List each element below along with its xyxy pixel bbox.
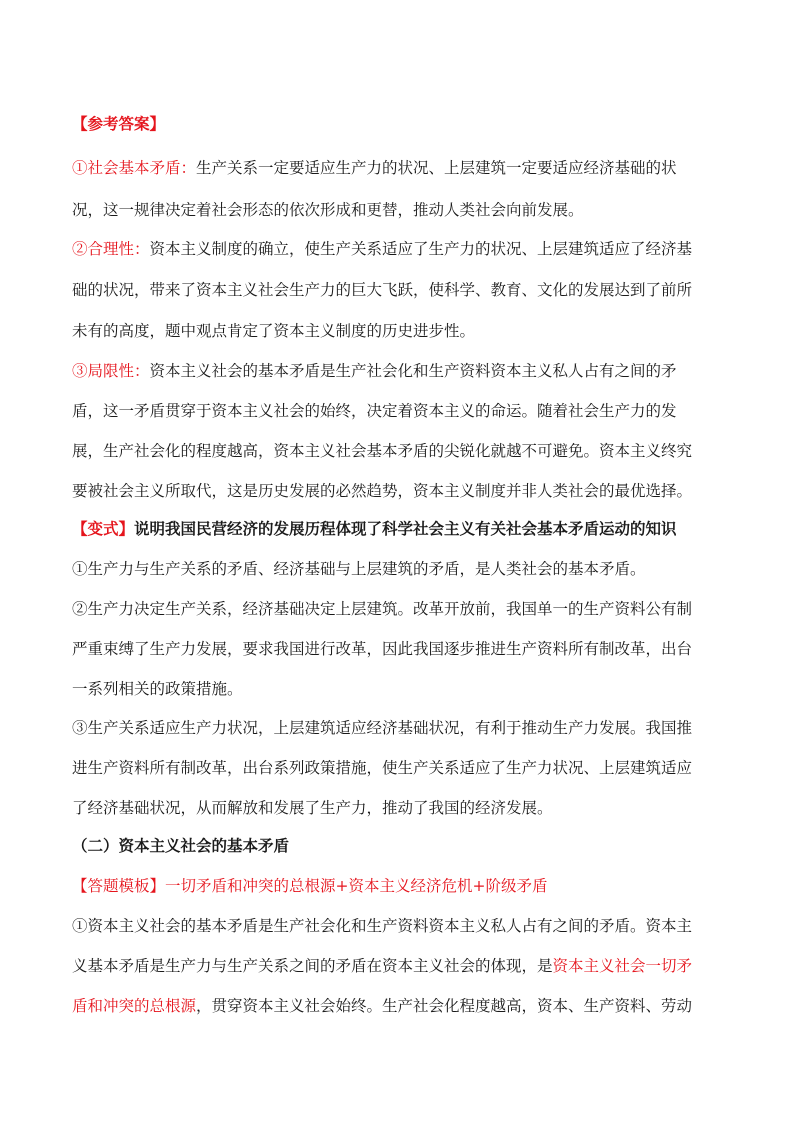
template-point-1-text-2a: 义基本矛盾是生产力与生产关系之间的矛盾在资本主义社会的体现，是 xyxy=(72,957,553,975)
variant-label: 【变式】 xyxy=(72,520,135,538)
para-3-line-4: 要被社会主义所取代，这是历史发展的必然趋势，资本主义制度并非人类社会的最优选择。 xyxy=(72,482,693,500)
section-2-heading: （二）资本主义社会的基本矛盾 xyxy=(72,837,290,855)
para-3-text-1: 资本主义社会的基本矛盾是生产社会化和生产资料资本主义私人占有之间的矛 xyxy=(149,362,677,380)
template-point-1-highlight-3: 盾和冲突的总根源 xyxy=(72,997,197,1015)
template-point-1-line-2 xyxy=(72,956,692,976)
para-1-line-2: 况，这一规律决定着社会形态的依次形成和更替，推动人类社会向前发展。 xyxy=(72,201,584,219)
template-line xyxy=(72,876,548,896)
template-point-1-highlight-2: 资本主义社会一切矛 xyxy=(552,957,693,975)
template-label: 【答题模板】 xyxy=(72,877,166,895)
variant-point-2-line-2: 严重束缚了生产力发展，要求我国进行改革，因此我国逐步推进生产资料所有制改革，出台 xyxy=(72,640,693,658)
variant-point-2-line-3: 一系列相关的政策措施。 xyxy=(72,680,243,698)
para-2-line-3: 未有的高度，题中观点肯定了资本主义制度的历史进步性。 xyxy=(72,322,476,340)
template-point-1-line-3 xyxy=(72,996,692,1016)
template-point-1-text-3b: ，贯穿资本主义社会始终。生产社会化程度越高，资本、生产资料、劳动 xyxy=(196,997,693,1015)
variant-point-3-line-1: ③生产关系适应生产力状况，上层建筑适应经济基础状况，有利于推动生产力发展。我国推 xyxy=(72,719,693,737)
para-1-label: ①社会基本矛盾： xyxy=(72,159,197,177)
para-1-text-1: 生产关系一定要适应生产力的状况、上层建筑一定要适应经济基础的状 xyxy=(196,159,677,177)
template-point-1-line-1: ①资本主义社会的基本矛盾是生产社会化和生产资料资本主义私人占有之间的矛盾。资本主 xyxy=(72,917,693,935)
variant-point-1: ①生产力与生产关系的矛盾、经济基础与上层建筑的矛盾，是人类社会的基本矛盾。 xyxy=(72,560,646,578)
variant-point-3-line-2: 进生产资料所有制改革，出台系列政策措施，使生产关系适应了生产力状况、上层建筑适应 xyxy=(72,759,693,777)
variant-line xyxy=(72,519,677,539)
para-3-label: ③局限性： xyxy=(72,362,150,380)
variant-question: 说明我国民营经济的发展历程体现了科学社会主义有关社会基本矛盾运动的知识 xyxy=(134,520,677,538)
para-2-text-1: 资本主义制度的确立，使生产关系适应了生产力的状况、上层建筑适应了经济基 xyxy=(149,240,693,258)
reference-answer-heading: 【参考答案】 xyxy=(72,115,166,133)
para-2-line-1 xyxy=(72,239,692,259)
para-3-line-3: 展，生产社会化的程度越高，资本主义社会基本矛盾的尖锐化就越不可避免。资本主义终究 xyxy=(72,442,693,460)
para-1-line-1 xyxy=(72,158,677,178)
para-3-line-2: 盾，这一矛盾贯穿于资本主义社会的始终，决定着资本主义的命运。随着社会生产力的发 xyxy=(72,402,677,420)
template-text: 一切矛盾和冲突的总根源+资本主义经济危机+阶级矛盾 xyxy=(165,877,548,895)
variant-point-2-line-1: ②生产力决定生产关系，经济基础决定上层建筑。改革开放前，我国单一的生产资料公有制 xyxy=(72,600,693,618)
para-2-label: ②合理性： xyxy=(72,240,150,258)
para-2-line-2: 础的状况，带来了资本主义社会生产力的巨大飞跃，使科学、教育、文化的发展达到了前所 xyxy=(72,281,693,299)
para-3-line-1 xyxy=(72,361,677,381)
variant-point-3-line-3: 了经济基础状况，从而解放和发展了生产力，推动了我国的经济发展。 xyxy=(72,799,553,817)
